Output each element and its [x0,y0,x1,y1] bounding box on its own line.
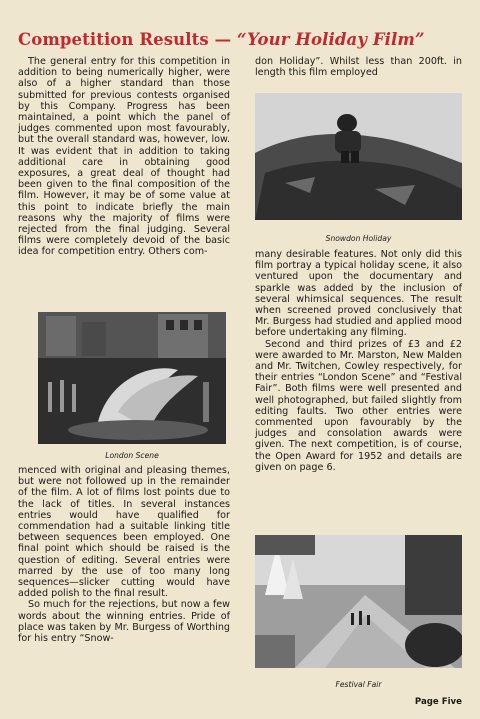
london-scene-caption: London Scene [105,451,159,460]
london-scene-photo [38,312,226,444]
col2-mid-text [255,249,462,473]
title-dash: — [208,30,238,49]
col1-top-text [18,56,230,258]
snowdon-holiday-caption: Snowdon Holiday [325,234,392,243]
title-quoted: “Your Holiday Film” [237,30,425,49]
paragraph: The general entry for this competition in addition to being numerically higher, were also of a higher standard than those submitted for previous contests organised by this Company. Progress has been maintained, a point which the panel of judges commented upon most favourably, but the overall standard was, however, low. It was evident that in addition to taking additional care in obtaining good exposures, a great deal of thought had been given to the final composition of the film. However, it may be of some value at this point to indicate briefly the main reasons why the majority of films were rejected from the final judging. Several films were completely devoid of the basic idea for competition entry. Others com- [18,56,230,258]
page-title [18,30,468,49]
title-prefix: Competition Results [18,30,209,49]
paragraph: Second and third prizes of £3 and £2 were awarded to Mr. Marston, New Malden and Mr. Twitchen, Cowley respectively, for their entries “London Scene” and “Festival Fair”. Both films were well presented and well photographed, but failed slightly from editing faults. Two other entries were commented upon favourably by the judges and consolation awards were given. The next competition, is of course, the Open Award for 1952 and details are given on page 6. [255,338,462,473]
paragraph: don Holiday”. Whilst less than 200ft. in length this film employed [255,56,462,79]
paragraph: So much for the rejections, but now a few words about the winning entries. Pride of place was taken by Mr. Burgess of Worthing for his entry “Snow- [18,599,230,645]
col1-bottom-text [18,465,230,644]
col2-top-text [255,56,462,78]
paragraph: many desirable features. Not only did this film portray a typical holiday scene, it also ventured upon the documentary and sparkle was added by the inclusion of several whimsical sequences. The result when screened proved conclusively that Mr. Burgess had studied and applied mood before undertaking any filming. [255,249,462,339]
snowdon-holiday-photo [255,93,462,220]
page-number: Page Five [414,697,462,707]
festival-fair-caption: Festival Fair [335,680,382,689]
paragraph: menced with original and pleasing themes, but were not followed up in the remainder of the film. A lot of films lost points due to the lack of titles. In several instances entries would have qualified for commendation had a suitable linking title between sequences been employed. One final point which should be raised is the question of editing. Several entries were marred by the use of too many long sequences—slicker cutting would have added polish to the final result. [18,465,230,600]
festival-fair-photo [255,535,462,668]
